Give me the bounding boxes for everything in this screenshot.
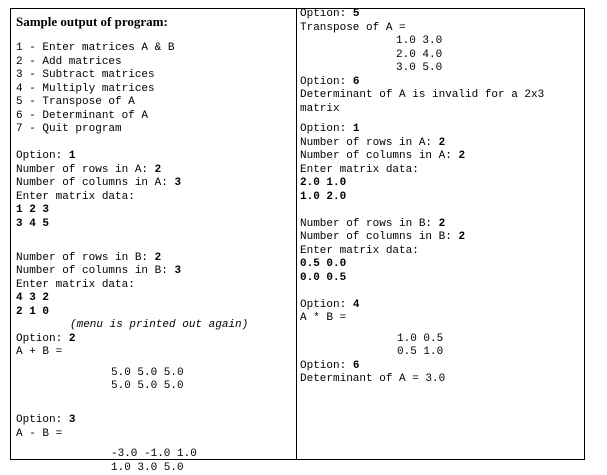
cols-b-line: Number of columns in B: 3	[16, 265, 294, 279]
document-title: Sample output of program:	[16, 15, 294, 29]
result-row: 1.0 3.0	[300, 35, 582, 49]
result-row: -3.0 -1.0 1.0	[16, 448, 294, 462]
option-line: Option: 4	[300, 299, 582, 313]
rows-b-line: Number of rows in B: 2	[300, 218, 582, 232]
menu-item: 2 - Add matrices	[16, 56, 294, 70]
option-line: Option: 6	[300, 76, 582, 90]
matrix-row: 2.0 1.0	[300, 177, 582, 191]
cols-b-line: Number of columns in B: 2	[300, 231, 582, 245]
enter-data-line: Enter matrix data:	[16, 279, 294, 293]
invalid-message: matrix	[300, 103, 582, 117]
menu-item: 7 - Quit program	[16, 123, 294, 137]
result-row: 3.0 5.0	[300, 62, 582, 76]
matrix-row: 2 1 0	[16, 306, 294, 320]
column-divider	[296, 8, 297, 460]
menu-item: 4 - Multiply matrices	[16, 83, 294, 97]
result-row: 5.0 5.0 5.0	[16, 380, 294, 394]
result-row: 5.0 5.0 5.0	[16, 367, 294, 381]
menu-item: 6 - Determinant of A	[16, 110, 294, 124]
option-line: Option: 6	[300, 360, 582, 374]
option-line: Option: 5	[300, 8, 582, 22]
add-label: A + B =	[16, 346, 294, 360]
enter-data-line: Enter matrix data:	[300, 164, 582, 178]
menu-item: 1 - Enter matrices A & B	[16, 42, 294, 56]
result-row: 0.5 1.0	[300, 346, 582, 360]
matrix-row: 0.0 0.5	[300, 272, 582, 286]
rows-a-line: Number of rows in A: 2	[300, 137, 582, 151]
transpose-label: Transpose of A =	[300, 22, 582, 36]
rows-b-line: Number of rows in B: 2	[16, 252, 294, 266]
menu-item: 3 - Subtract matrices	[16, 69, 294, 83]
matrix-row: 1 2 3	[16, 204, 294, 218]
result-row: 1.0 0.5	[300, 333, 582, 347]
enter-data-line: Enter matrix data:	[300, 245, 582, 259]
left-column	[16, 8, 294, 475]
matrix-row: 4 3 2	[16, 292, 294, 306]
option-line: Option: 1	[300, 123, 582, 137]
result-row: 2.0 4.0	[300, 49, 582, 63]
option-line: Option: 2	[16, 333, 294, 347]
enter-data-line: Enter matrix data:	[16, 191, 294, 205]
determinant-result: Determinant of A = 3.0	[300, 373, 582, 387]
option-line: Option: 3	[16, 414, 294, 428]
result-row: 1.0 3.0 5.0	[16, 462, 294, 475]
invalid-message: Determinant of A is invalid for a 2x3	[300, 89, 582, 103]
right-column	[300, 8, 582, 387]
sub-label: A - B =	[16, 428, 294, 442]
cols-a-line: Number of columns in A: 3	[16, 177, 294, 191]
cols-a-line: Number of columns in A: 2	[300, 150, 582, 164]
option-line: Option: 1	[16, 150, 294, 164]
menu-item: 5 - Transpose of A	[16, 96, 294, 110]
matrix-row: 1.0 2.0	[300, 191, 582, 205]
rows-a-line: Number of rows in A: 2	[16, 164, 294, 178]
matrix-row: 0.5 0.0	[300, 258, 582, 272]
mul-label: A * B =	[300, 312, 582, 326]
matrix-row: 3 4 5	[16, 218, 294, 232]
menu-again-note: (menu is printed out again)	[16, 319, 294, 333]
